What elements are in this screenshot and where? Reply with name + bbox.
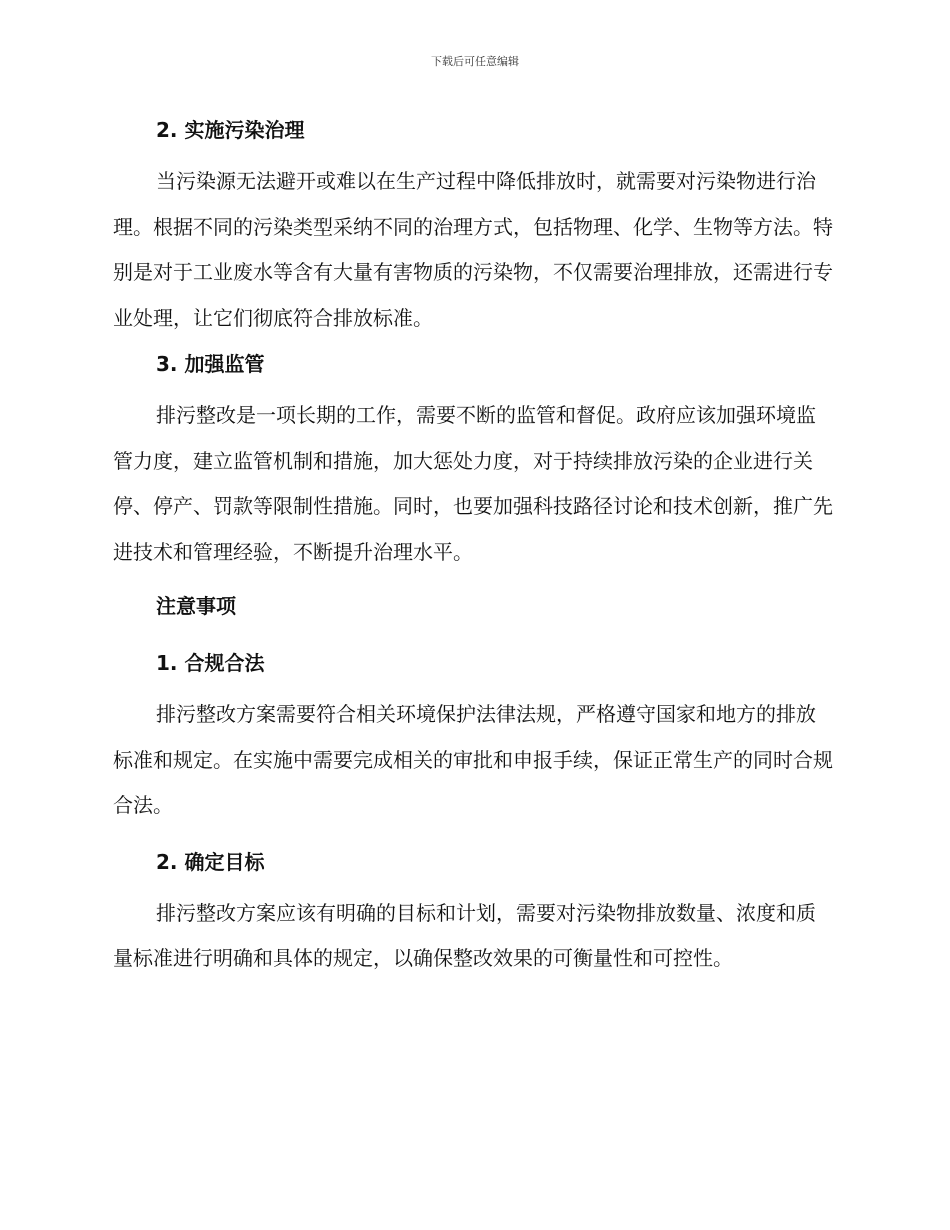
section-heading-strengthen-supervision: 3. 加强监管 xyxy=(156,352,265,376)
document-body xyxy=(113,110,833,982)
section-heading-notes: 注意事项 xyxy=(156,594,236,618)
section-heading-implement-treatment: 2. 实施污染治理 xyxy=(156,118,305,142)
section-paragraph-compliance: 排污整改方案需要符合相关环境保护法律法规，严格遵守国家和地方的排放标准和规定。在实施中需要完成相关的审批和申报手续，保证正常生产的同时合规合法。 xyxy=(113,702,833,817)
section-heading-set-goals: 2. 确定目标 xyxy=(156,849,265,874)
section-heading-compliance: 1. 合规合法 xyxy=(156,651,265,675)
section-paragraph-strengthen-supervision: 排污整改是一项长期的工作，需要不断的监管和督促。政府应该加强环境监管力度，建立监管机制和措施，加大惩处力度，对于持续排放污染的企业进行关停、停产、罚款等限制性措施。同时，也要加强科技路径讨论和技术创新，推广先进技术和管理经验，不断提升治理水平。 xyxy=(113,403,833,564)
page-header-note: 下载后可任意编辑 xyxy=(431,55,519,68)
section-paragraph-set-goals: 排污整改方案应该有明确的目标和计划，需要对污染物排放数量、浓度和质量标准进行明确和具体的规定，以确保整改效果的可衡量性和可控性。 xyxy=(113,900,816,970)
section-paragraph-implement-treatment: 当污染源无法避开或难以在生产过程中降低排放时，就需要对污染物进行治理。根据不同的污染类型采纳不同的治理方式，包括物理、化学、生物等方法。特别是对于工业废水等含有大量有害物质的污染物，不仅需要治理排放，还需进行专业处理，让它们彻底符合排放标准。 xyxy=(113,169,833,330)
